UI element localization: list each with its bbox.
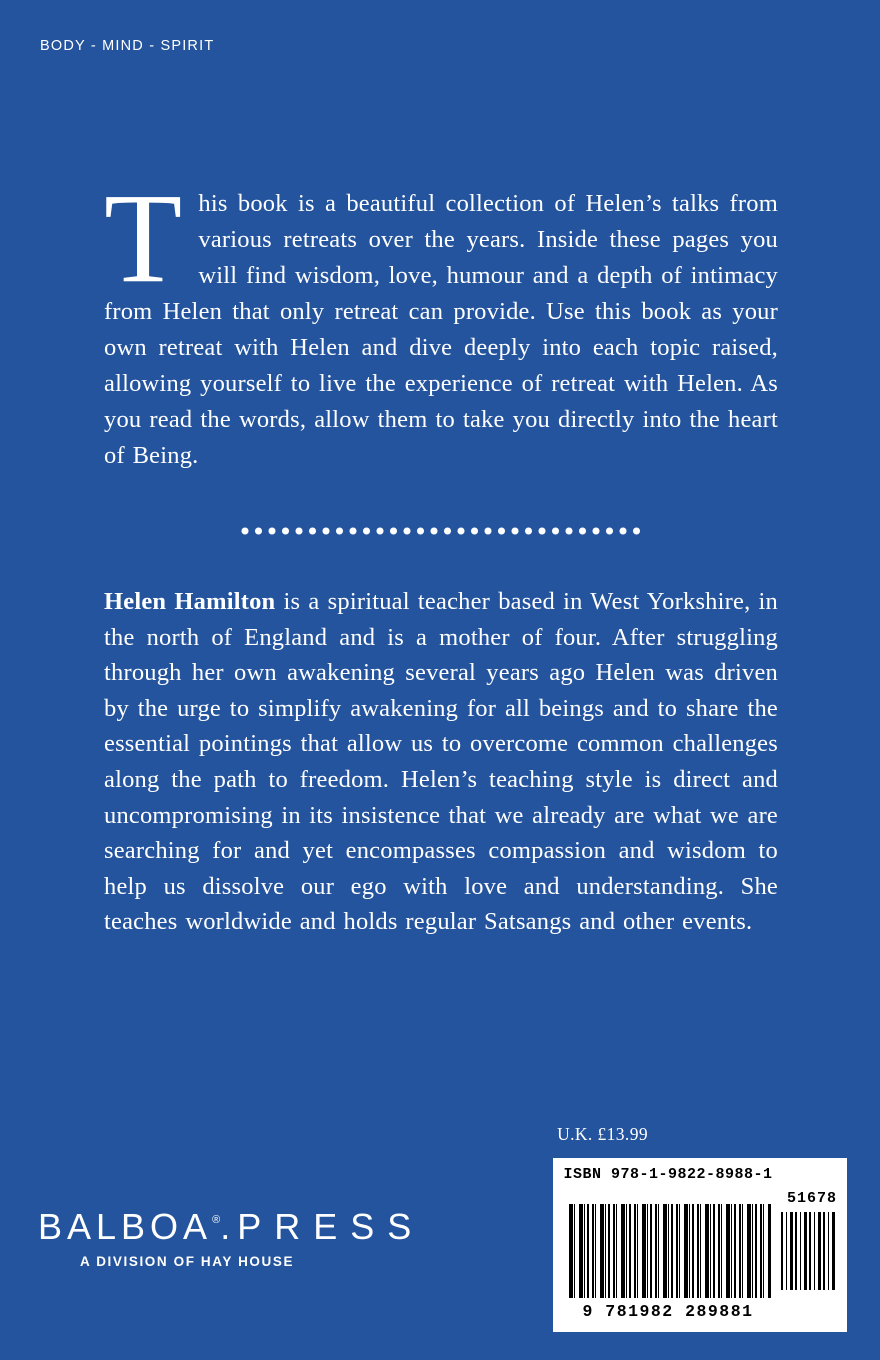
publisher-name <box>38 1206 424 1248</box>
bio-text: is a spiritual teacher based in West Yorkshire, in the north of England and is a mother of four. After struggling through her own awakening several years ago Helen was driven by the urge to simplify awakening for all beings and to share the essential pointings that allow us to overcome common challenges along the path to freedom. Helen’s teaching style is direct and uncompromising in its insistence that we already are what we are searching for and yet encompasses compassion and wisdom to help us dissolve our ego with love and understanding. She teaches worldwide and holds regular Satsangs and other events. <box>104 588 779 936</box>
publisher-logo <box>38 1206 424 1269</box>
publisher-tagline: A DIVISION OF HAY HOUSE <box>80 1254 295 1269</box>
barcode <box>553 1158 847 1332</box>
publisher-name-press: PRESS <box>237 1206 425 1247</box>
barcode-digits: 9 781982 289881 <box>553 1302 783 1321</box>
barcode-main-bars <box>569 1204 771 1298</box>
dropcap-letter: T <box>104 167 183 309</box>
blurb-text: his book is a beautiful collection of Helen’s talks from various retreats over the years. Inside these pages you will find wisdom, love, humour and a depth of intimacy from Helen that only retreat can provide. Use this book as your own retreat with Helen and dive deeply into each topic raised, allowing yourself to live the experience of retreat with Helen. As you read the words, allow them to take you directly into the heart of Being. <box>104 190 778 469</box>
dotted-divider <box>240 526 640 536</box>
category-label: BODY - MIND - SPIRIT <box>40 38 215 54</box>
price-label: U.K. £13.99 <box>557 1124 648 1144</box>
author-name: Helen Hamilton <box>104 588 276 615</box>
blurb-paragraph <box>104 167 778 474</box>
barcode-addon-bars <box>781 1212 837 1290</box>
barcode-addon-number: 51678 <box>786 1190 837 1207</box>
isbn-label: ISBN 978-1-9822-8988-1 <box>563 1166 773 1183</box>
publisher-name-main: BALBOA <box>38 1206 213 1247</box>
bio-paragraph <box>104 584 778 940</box>
publisher-name-separator: . <box>220 1206 236 1247</box>
registered-trademark-icon: ® <box>212 1214 221 1226</box>
